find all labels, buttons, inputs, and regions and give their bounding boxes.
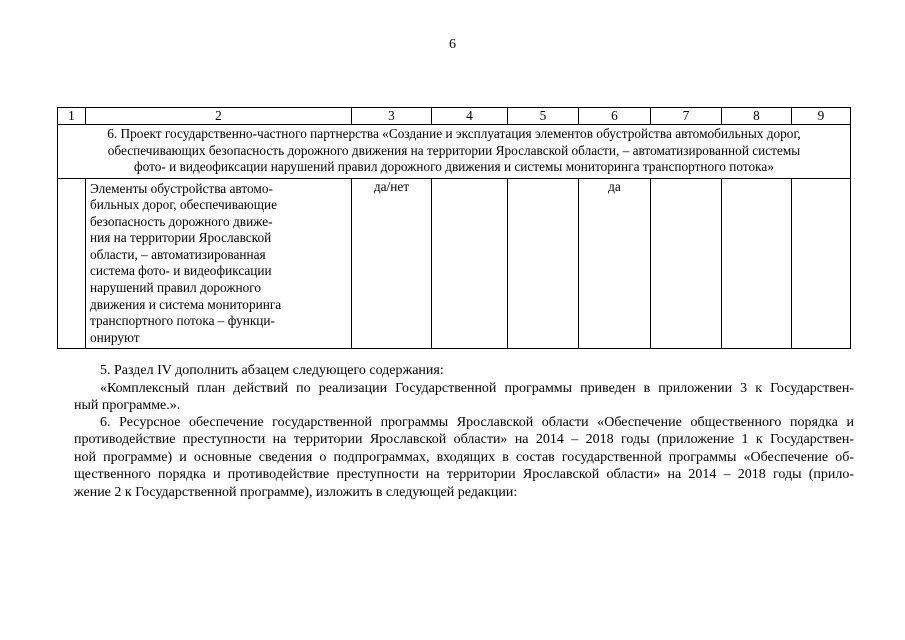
indicator-name-line: онируют bbox=[90, 329, 140, 345]
paragraph-line: жение 2 к Государственной программе), изложить в следующей редакции: bbox=[74, 484, 518, 500]
column-number-7: 7 bbox=[651, 108, 722, 125]
paragraph-5-quote bbox=[74, 380, 854, 415]
indicator-name-line: безопасность дорожного движе- bbox=[90, 213, 273, 229]
column-number-3: 3 bbox=[352, 108, 432, 125]
table-row bbox=[58, 178, 851, 349]
program-table bbox=[57, 107, 851, 349]
column-number-1: 1 bbox=[58, 108, 86, 125]
table-header-row bbox=[58, 108, 851, 125]
indicator-name-line: движения и система мониторинга bbox=[90, 296, 282, 312]
indicator-name-cell bbox=[86, 178, 352, 349]
paragraph-6 bbox=[74, 414, 854, 501]
indicator-name-line: Элементы обустройства автомо- bbox=[90, 180, 273, 196]
section-heading-line: 6. Проект государственно-частного партнерства «Создание и эксплуатация элементов обустройства автомобильных дорог, bbox=[107, 126, 801, 141]
paragraph-line: противодействие преступности на территории Ярославской области» на 2014 – 2018 годы (приложение 1 к Государствен- bbox=[74, 432, 854, 448]
value-cell-4 bbox=[432, 178, 508, 349]
column-number-6: 6 bbox=[579, 108, 651, 125]
section-heading-line: фото- и видеофиксации нарушений правил дорожного движения и системы мониторинга транспортного потока» bbox=[134, 159, 774, 174]
paragraph-line: ной программе) и основные сведения о подпрограммах, входящих в состав государственной программы «Обеспечение об- bbox=[74, 449, 854, 465]
column-number-4: 4 bbox=[432, 108, 508, 125]
value-cell-9 bbox=[792, 178, 851, 349]
section-heading bbox=[58, 125, 851, 179]
row-number-cell bbox=[58, 178, 86, 349]
column-number-5: 5 bbox=[508, 108, 579, 125]
section-heading-line: обеспечивающих безопасность дорожного движения на территории Ярославской области, – автоматизированной системы bbox=[107, 142, 801, 158]
column-number-8: 8 bbox=[722, 108, 792, 125]
paragraph-5: 5. Раздел IV дополнить абзацем следующего содержания: bbox=[100, 363, 444, 378]
indicator-name-line: транспортного потока – функци- bbox=[90, 313, 275, 329]
indicator-name-line: бильных дорог, обеспечивающие bbox=[90, 197, 277, 213]
paragraph-line: «Комплексный план действий по реализации Государственной программы приведен в приложении 3 к Государствен- bbox=[100, 381, 854, 396]
page-number: 6 bbox=[449, 37, 456, 52]
indicator-name-line: нарушений правил дорожного bbox=[90, 280, 262, 296]
indicator-name-line: система фото- и видеофиксации bbox=[90, 263, 272, 279]
section-row bbox=[58, 125, 851, 179]
indicator-name-line: ния на территории Ярославской bbox=[90, 230, 272, 246]
column-number-2: 2 bbox=[86, 108, 352, 125]
value-cell-6: да bbox=[579, 178, 651, 349]
paragraph-line: ный программе.». bbox=[74, 398, 181, 414]
value-cell-8 bbox=[722, 178, 792, 349]
column-number-9: 9 bbox=[792, 108, 851, 125]
paragraph-line: щественного порядка и противодействие преступности на территории Ярославской области» на 2014 – 2018 годы (прило- bbox=[74, 467, 854, 483]
paragraph-line: 6. Ресурсное обеспечение государственной программы Ярославской области «Обеспечение общественного порядка и bbox=[100, 415, 854, 430]
value-cell-5 bbox=[508, 178, 579, 349]
value-cell-7 bbox=[651, 178, 722, 349]
indicator-name-line: области, – автоматизированная bbox=[90, 246, 266, 262]
unit-cell: да/нет bbox=[352, 178, 432, 349]
